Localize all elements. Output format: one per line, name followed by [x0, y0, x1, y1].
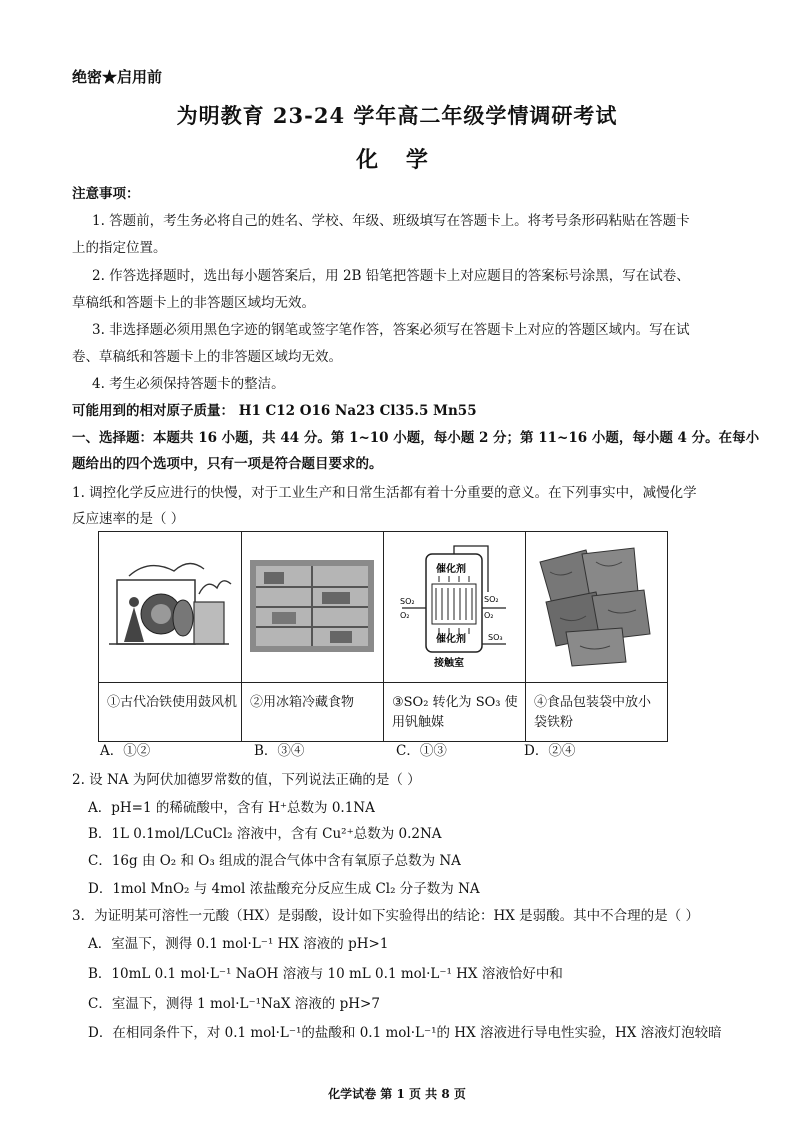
- q2-option-b: B．1L 0.1mol/LCuCl₂ 溶液中，含有 Cu²⁺总数为 0.2NA: [88, 826, 442, 842]
- inlet-o2-label: O₂: [400, 611, 410, 620]
- note-3-line-1: 3. 非选择题必须用黑色字迹的钢笔或签字笔作答，答案必须写在答题卡上对应的答题区域内。写在试: [92, 322, 690, 338]
- q1-option-c: C．①③: [396, 743, 447, 759]
- subject-title: 化 学: [356, 147, 438, 173]
- mid-o2-label: O₂: [484, 611, 494, 620]
- outlet-so3-label: SO₃: [488, 633, 503, 642]
- exam-title: 为明教育 23-24 学年高二年级学情调研考试: [176, 103, 618, 128]
- q3-option-c: C．室温下，测得 1 mol·L⁻¹NaX 溶液的 pH>7: [88, 996, 380, 1012]
- bellows-illustration: [99, 532, 240, 680]
- q3-option-a: A．室温下，测得 0.1 mol·L⁻¹ HX 溶液的 pH>1: [88, 936, 389, 952]
- note-3-line-2: 卷、草稿纸和答题卡上的非答题区域均无效。: [72, 349, 342, 365]
- inlet-so2-label: SO₂: [400, 597, 415, 606]
- chamber-label: 接触室: [434, 658, 464, 669]
- figure-3-caption: ③SO₂ 转化为 SO₃ 使用钒触媒: [392, 695, 518, 730]
- q1-option-b: B．③④: [254, 743, 305, 759]
- section-1-line-2: 题给出的四个选项中，只有一项是符合题目要求的。: [72, 456, 383, 472]
- q1-option-d: D．②④: [524, 743, 576, 759]
- q2-option-d: D．1mol MnO₂ 与 4mol 浓盐酸充分反应生成 Cl₂ 分子数为 NA: [88, 881, 480, 897]
- figure-cell-fridge: [242, 532, 384, 741]
- iron-packets-photo: [526, 532, 665, 680]
- q2-option-c: C．16g 由 O₂ 和 O₃ 组成的混合气体中含有氧原子总数为 NA: [88, 853, 461, 869]
- q1-figure-table: [98, 531, 668, 742]
- contact-chamber-diagram: [384, 532, 524, 680]
- note-1-line-2: 上的指定位置。: [72, 240, 167, 256]
- figure-4-caption: ④食品包装袋中放小袋铁粉: [534, 695, 652, 730]
- catalyst-bottom-label: 催化剂: [436, 634, 466, 645]
- q1-stem-line-2: 反应速率的是（ ）: [72, 511, 185, 527]
- mid-so2-label: SO₂: [484, 595, 499, 604]
- fridge-photo: [242, 532, 382, 680]
- page-footer: 化学试卷 第 1 页 共 8 页: [328, 1087, 466, 1101]
- q3-option-b: B．10mL 0.1 mol·L⁻¹ NaOH 溶液与 10 mL 0.1 mol·L⁻¹ HX 溶液恰好中和: [88, 966, 563, 982]
- figure-2-caption: ②用冰箱冷藏食物: [250, 695, 355, 710]
- notes-heading: 注意事项：: [72, 186, 140, 202]
- q3-option-d: D．在相同条件下，对 0.1 mol·L⁻¹的盐酸和 0.1 mol·L⁻¹的 HX 溶液进行导电性实验，HX 溶液灯泡较暗: [88, 1025, 722, 1041]
- confidential-mark: 绝密★启用前: [72, 68, 163, 86]
- q2-stem: 2. 设 NA 为阿伏加德罗常数的值，下列说法正确的是（ ）: [72, 772, 421, 788]
- figure-cell-bellows: [99, 532, 242, 741]
- figure-cell-iron-packets: [526, 532, 667, 741]
- section-1-line-1: 一、选择题：本题共 16 小题，共 44 分。第 1~10 小题，每小题 2 分；第 11~16 小题，每小题 4 分。在每小: [72, 430, 760, 446]
- atomic-masses: 可能用到的相对原子质量： H1 C12 O16 Na23 Cl35.5 Mn55: [72, 403, 477, 419]
- figure-1-caption: ①古代冶铁使用鼓风机: [107, 695, 238, 710]
- figure-cell-contact-chamber: [384, 532, 526, 741]
- q1-option-a: A．①②: [100, 743, 151, 759]
- note-1-line-1: 1. 答题前，考生务必将自己的姓名、学校、年级、班级填写在答题卡上。将考号条形码粘贴在答题卡: [92, 213, 690, 229]
- q2-option-a: A．pH=1 的稀硫酸中，含有 H⁺总数为 0.1NA: [88, 800, 375, 816]
- note-2-line-2: 草稿纸和答题卡上的非答题区域均无效。: [72, 295, 315, 311]
- q1-stem-line-1: 1. 调控化学反应进行的快慢，对于工业生产和日常生活都有着十分重要的意义。在下列事实中，减慢化学: [72, 485, 697, 501]
- note-4: 4. 考生必须保持答题卡的整洁。: [92, 376, 285, 392]
- note-2-line-1: 2. 作答选择题时，选出每小题答案后，用 2B 铅笔把答题卡上对应题目的答案标号涂黑，写在试卷、: [92, 268, 690, 284]
- q3-stem: 3．为证明某可溶性一元酸（HX）是弱酸，设计如下实验得出的结论：HX 是弱酸。其中不合理的是（ ）: [72, 908, 699, 924]
- catalyst-top-label: 催化剂: [436, 564, 466, 575]
